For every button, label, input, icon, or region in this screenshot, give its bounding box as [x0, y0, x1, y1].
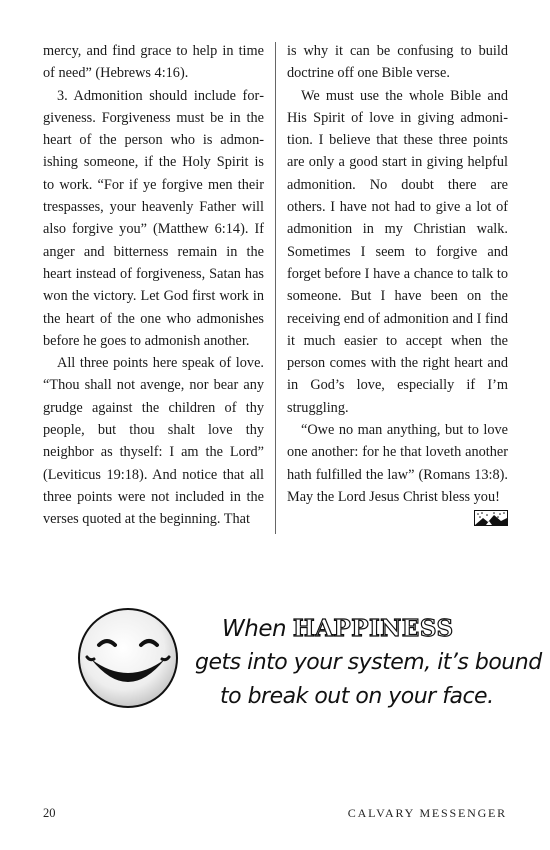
ad-line-3: to break out on your face. [220, 684, 494, 709]
right-paragraph-1: is why it can be confusing to build doctrine off one Bible verse. [287, 43, 508, 82]
right-paragraph-3-text: “Owe no man anything, but to love one another: for he that loveth another hath fulfilled the law” (Romans 13:8). May the Lord Jesus Christ bless you! [287, 422, 508, 505]
landscape-end-mark-icon [460, 510, 508, 533]
smiley-face-icon [77, 607, 179, 714]
left-paragraph-1: mercy, and find grace to help in time of need” (Hebrews 4:16). [43, 43, 264, 82]
column-divider [275, 42, 276, 534]
right-column [287, 40, 508, 534]
page-number: 20 [43, 806, 56, 820]
ad-happiness-word: HAPPINESS [292, 615, 454, 642]
ad-line-2: gets into your system, it’s bound [195, 650, 542, 675]
running-head: CALVARY MESSENGER [347, 806, 507, 820]
right-paragraph-2: We must use the whole Bible and His Spirit of love in giving admonition. I believe that these three points are only a good start in giving helpful admonition. No doubt there are others. I have not had to give a lot of admonition in my Christian walk. Sometimes I seem to forgive and forget before I have a chance to talk to someone. But I have been on the receiving end of admonition and I find it much easier to accept when the person comes with the right heart and in God’s love, especially if I’m struggling. [287, 87, 508, 416]
left-paragraph-3: All three points here speak of love. “Thou shall not avenge, nor bear any grudge against the children of thy people, but thou shalt love thy neighbor as thyself: I am the Lord” (Leviticus 19:18). And notice that all three points were not included in the verses quoted at the beginning. That [43, 355, 264, 528]
left-column [43, 40, 264, 531]
right-paragraph-3 [287, 419, 508, 508]
ad-line-1 [222, 615, 454, 642]
left-paragraph-2: 3. Admonition should include forgiveness. Forgiveness must be in the heart of the person who is admonishing someone, if the Holy Spirit is to work. “For if ye forgive men their trespasses, your heavenly Father will also forgive you” (Matthew 6:14). If anger and bitterness remain in the heart instead of forgiveness, Satan has won the victory. Let God first work in the heart of the one who admonishes before he goes to admonish another. [43, 87, 264, 349]
ad-line-1-prefix: When [222, 616, 293, 642]
